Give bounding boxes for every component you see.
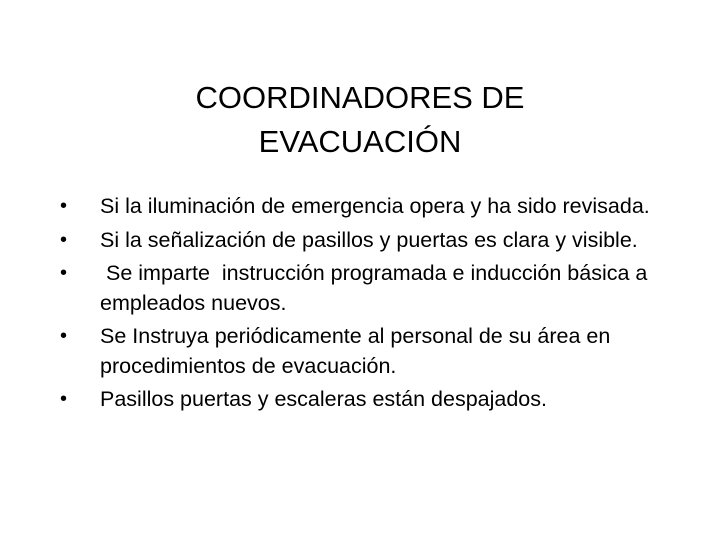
bullet-item-5 xyxy=(60,385,680,415)
bullet-text-4: Se Instruya periódicamente al personal de su área en procedimientos de evacuación. xyxy=(100,324,611,378)
title-line-2: EVACUACIÓN xyxy=(258,124,462,159)
slide-title xyxy=(110,76,610,164)
bullet-icon: • xyxy=(60,388,68,410)
bullet-list xyxy=(60,192,680,419)
bullet-item-4 xyxy=(60,322,680,381)
bullet-icon: • xyxy=(60,228,68,251)
bullet-icon: • xyxy=(60,325,68,347)
bullet-text-5: Pasillos puertas y escaleras están despajados. xyxy=(100,387,547,411)
bullet-icon: • xyxy=(60,195,68,217)
bullet-text-1: Si la iluminación de emergencia opera y ha sido revisada. xyxy=(100,194,650,218)
bullet-text-2: Si la señalización de pasillos y puertas es clara y visible. xyxy=(100,227,638,252)
bullet-item-1 xyxy=(60,192,680,222)
bullet-icon: • xyxy=(60,262,68,284)
bullet-text-3: Se imparte instrucción programada e inducción básica a empleados nuevos. xyxy=(100,261,654,315)
bullet-item-2 xyxy=(60,226,680,256)
bullet-item-3 xyxy=(60,259,680,318)
title-line-1: COORDINADORES DE xyxy=(195,80,525,115)
